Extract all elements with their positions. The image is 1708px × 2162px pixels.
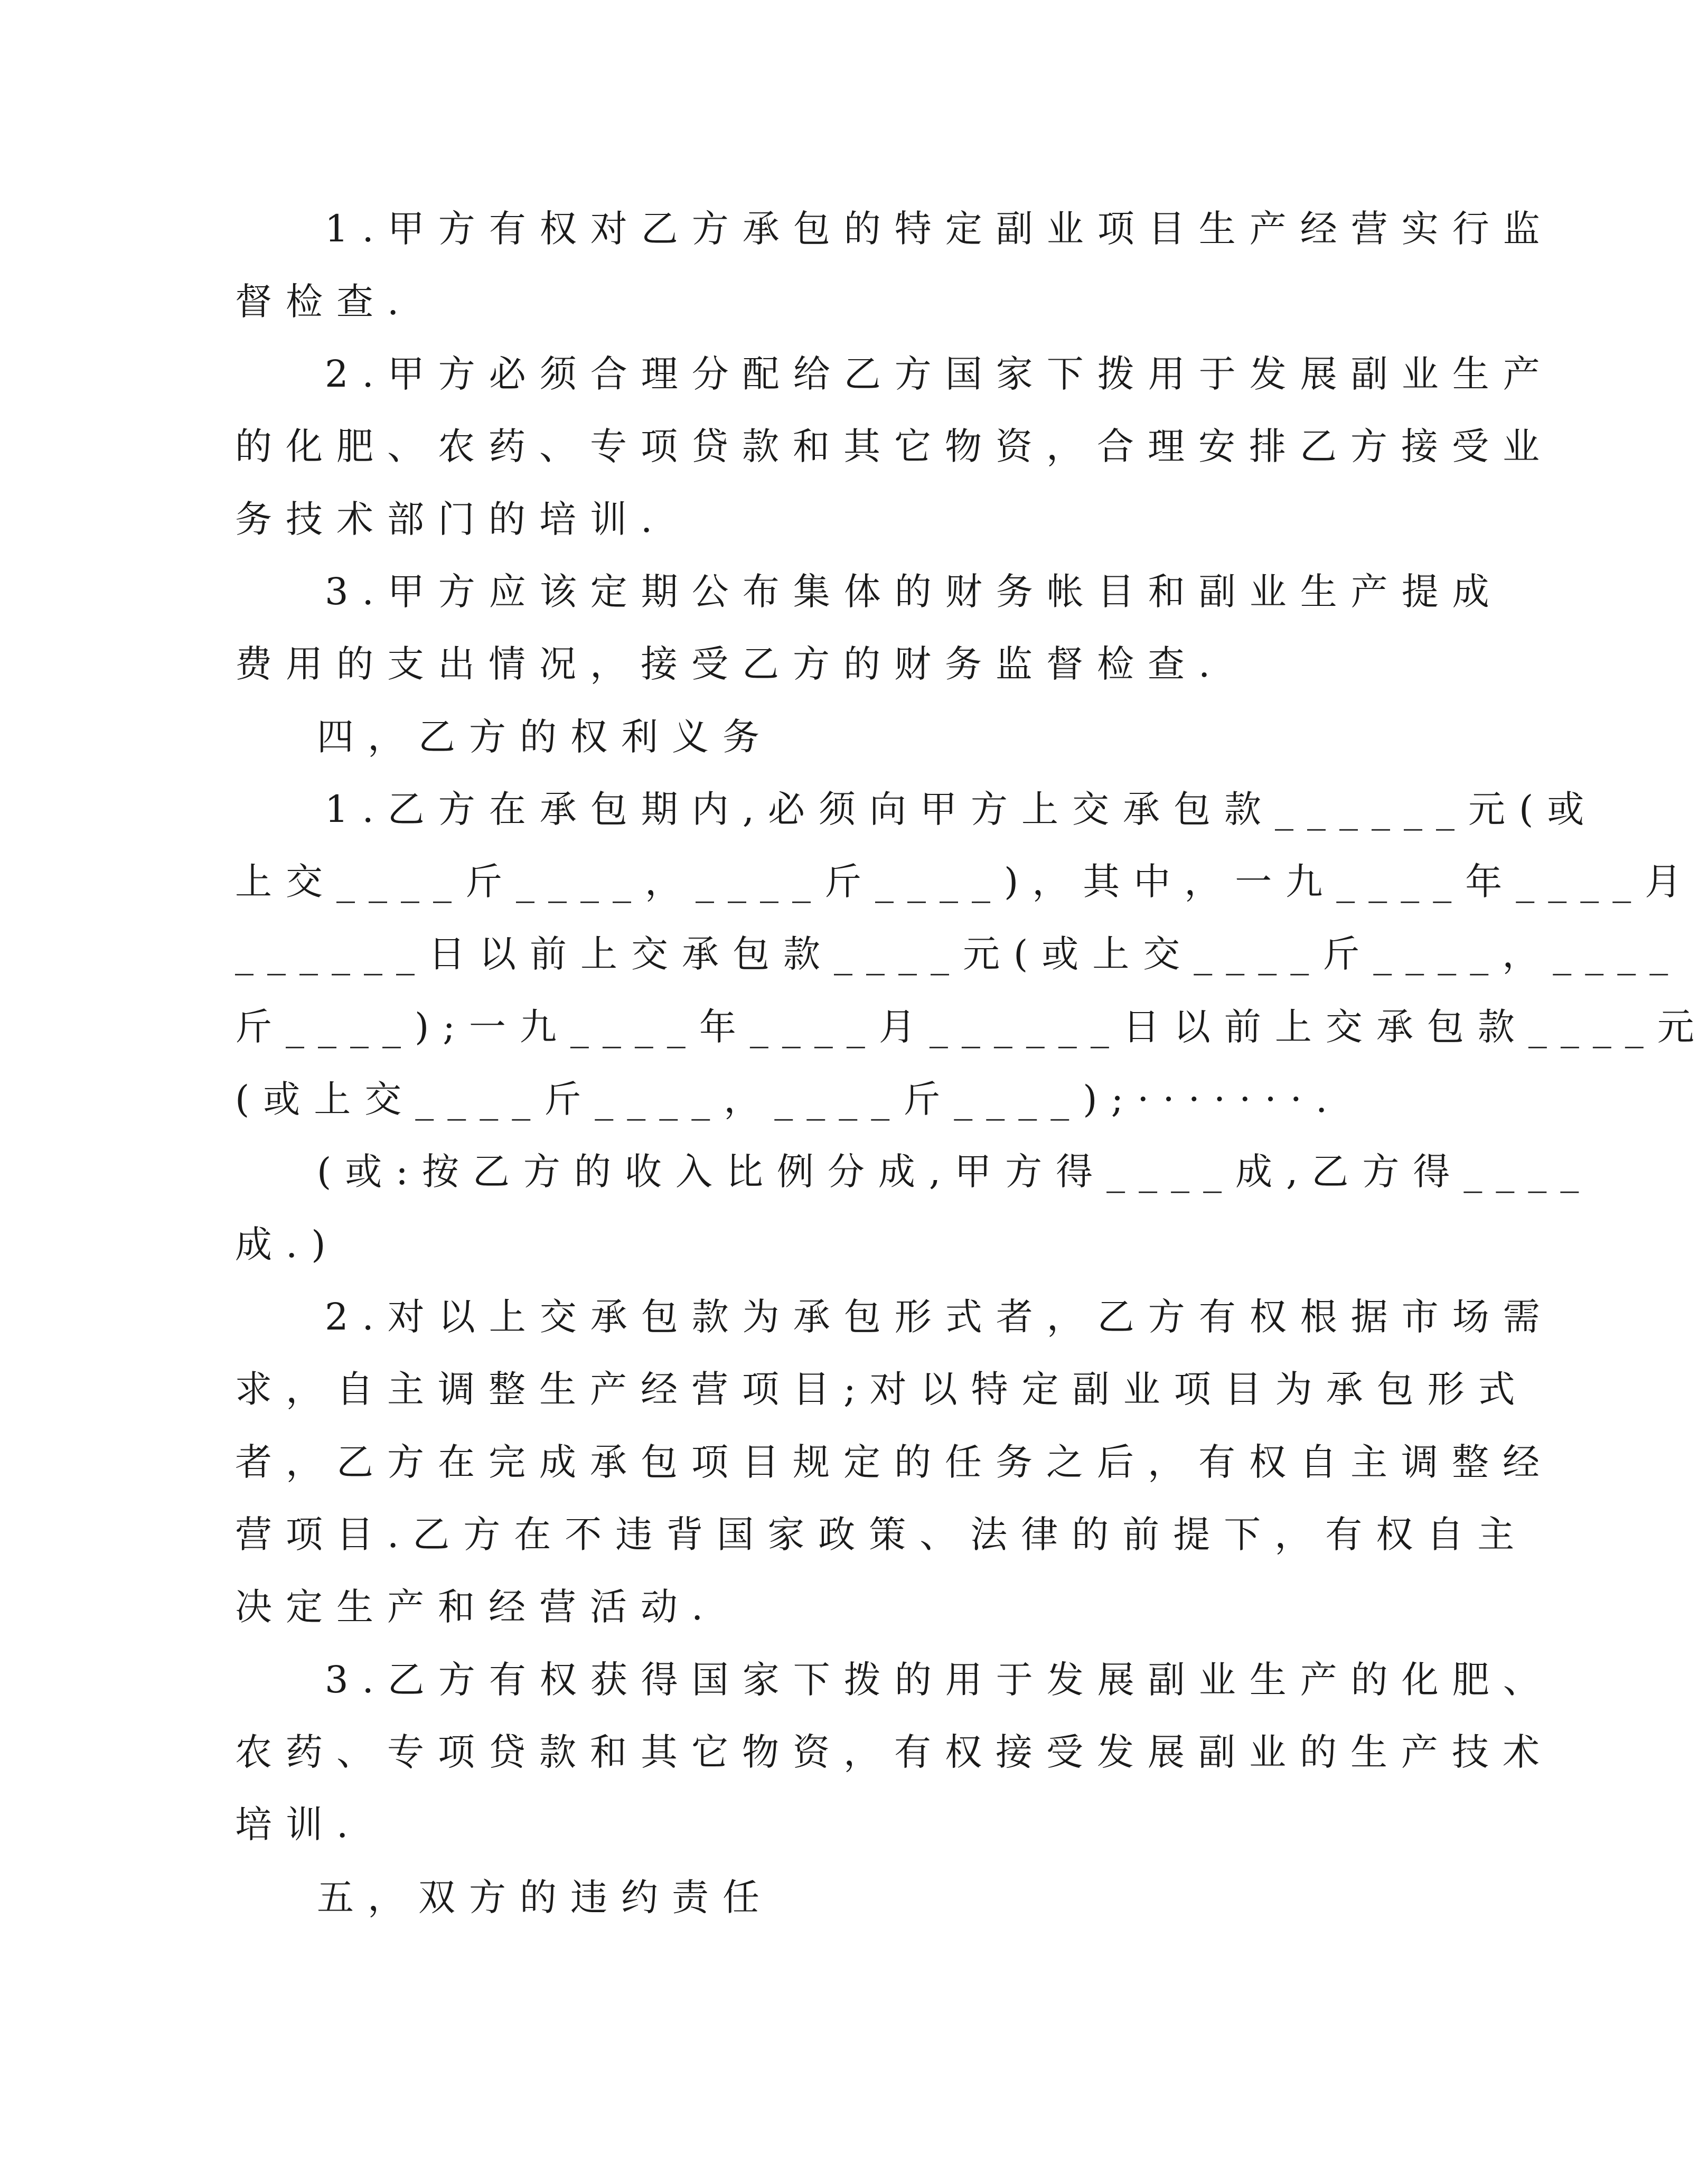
clause-4-2-line-5: 决定生产和经营活动.: [235, 1585, 717, 1628]
section-5-heading: 五，双方的违约责任: [317, 1876, 773, 1919]
clause-3-2-line-1: 2.甲方必须合理分配给乙方国家下拨用于发展副业生产: [325, 352, 1554, 396]
clause-4-2-line-3: 者，乙方在完成承包项目规定的任务之后，有权自主调整经: [235, 1440, 1553, 1484]
clause-3-3-line-2: 费用的支出情况，接受乙方的财务监督检查.: [235, 642, 1224, 686]
clause-4-1-line-2: 上交____斤____，____斤____)，其中，一九____年____月: [235, 860, 1696, 903]
clause-4-1-line-4: 斤____);一九____年____月______日以前上交承包款____元: [235, 1005, 1708, 1049]
section-4-heading: 四，乙方的权利义务: [317, 715, 773, 759]
clause-4-1-line-5: (或上交____斤____，____斤____);·······.: [235, 1078, 1341, 1121]
clause-4-2-line-4: 营项目.乙方在不违背国家政策、法律的前提下，有权自主: [235, 1513, 1528, 1556]
clause-4-1-line-1: 1.乙方在承包期内,必须向甲方上交承包款______元(或: [325, 788, 1598, 831]
clause-4-3-line-2: 农药、专项贷款和其它物资，有权接受发展副业的生产技术: [235, 1730, 1553, 1774]
clause-3-2-line-3: 务技术部门的培训.: [235, 498, 667, 541]
clause-3-1-line-2: 督检查.: [235, 280, 413, 323]
clause-3-1-line-1: 1.甲方有权对乙方承包的特定副业项目生产经营实行监: [325, 207, 1554, 250]
clause-4-3-line-3: 培训.: [235, 1803, 362, 1846]
clause-4-2-line-2: 求，自主调整生产经营项目;对以特定副业项目为承包形式: [235, 1368, 1529, 1411]
clause-4-1-alt-line-2: 成.): [235, 1223, 340, 1266]
clause-4-2-line-1: 2.对以上交承包款为承包形式者，乙方有权根据市场需: [325, 1295, 1554, 1339]
clause-4-1-line-3: ______日以前上交承包款____元(或上交____斤____，____: [235, 932, 1682, 976]
clause-3-3-line-1: 3.甲方应该定期公布集体的财务帐目和副业生产提成: [325, 570, 1503, 613]
clause-4-3-line-1: 3.乙方有权获得国家下拨的用于发展副业生产的化肥、: [325, 1658, 1554, 1701]
clause-3-2-line-2: 的化肥、农药、专项贷款和其它物资，合理安排乙方接受业: [235, 425, 1553, 468]
clause-4-1-alt-line-1: (或:按乙方的收入比例分成,甲方得____成,乙方得____: [317, 1150, 1593, 1193]
